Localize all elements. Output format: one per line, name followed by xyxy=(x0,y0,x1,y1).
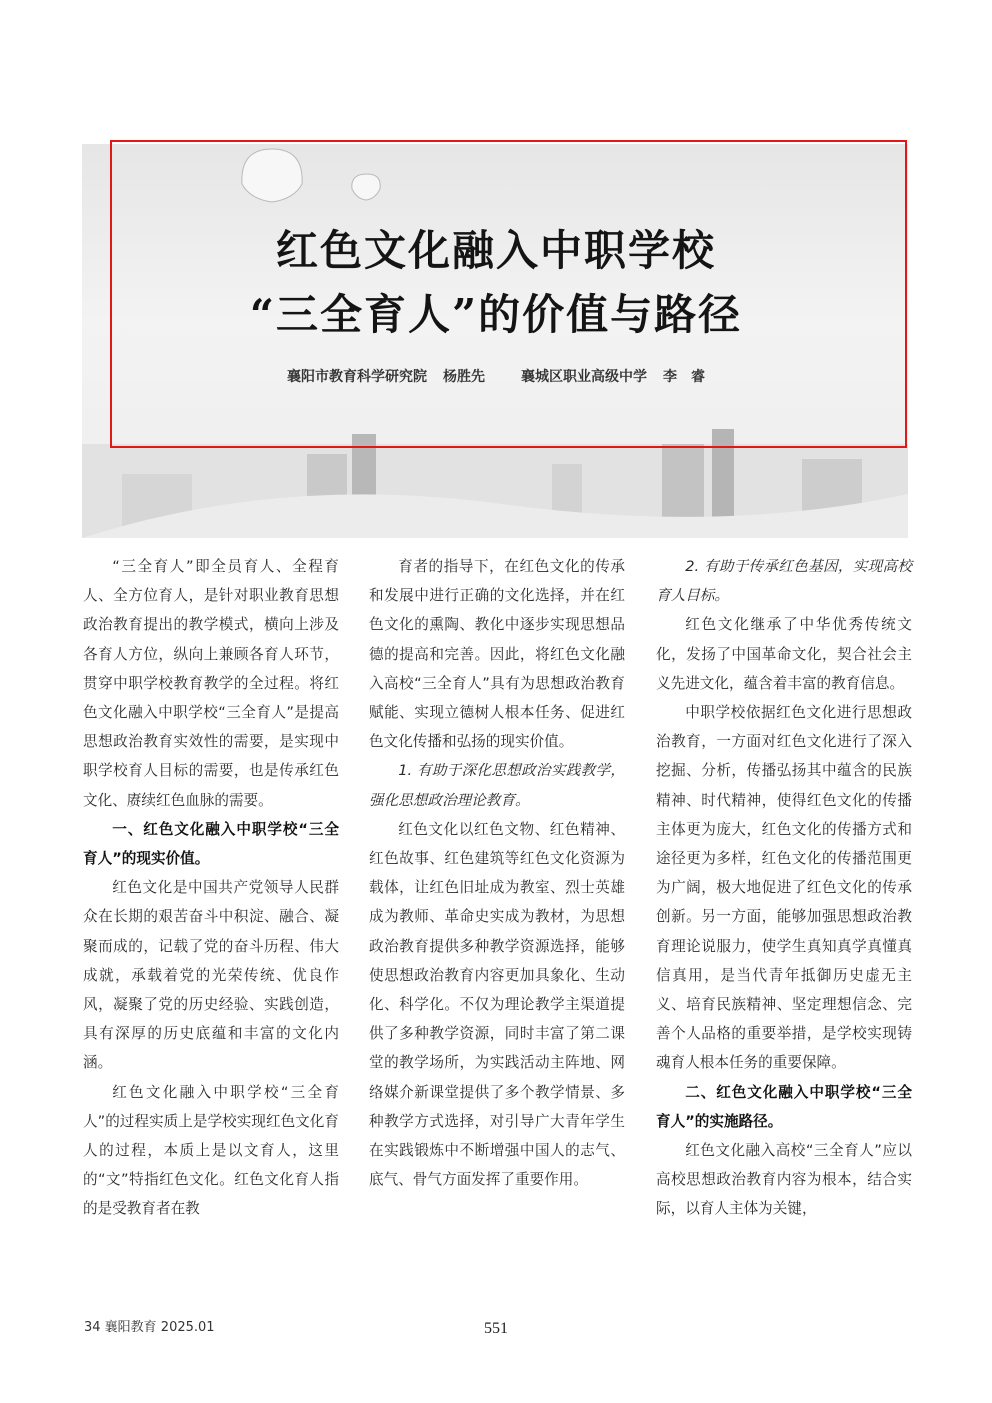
author-line xyxy=(0,366,992,386)
paragraph: 红色文化融入高校“三全育人”应以高校思想政治教育内容为根本，结合实际，以育人主体为关键， xyxy=(656,1142,912,1218)
text-column-2 xyxy=(369,552,625,1194)
subsection-heading: 1. 有助于深化思想政治实践教学，强化思想政治理论教育。 xyxy=(369,762,625,809)
author2-affiliation: 襄城区职业高级中学 xyxy=(521,369,647,385)
paragraph: 红色文化继承了中华优秀传统文化，发扬了中国革命文化，契合社会主义先进文化，蕴含着丰富的教育信息。 xyxy=(656,616,912,692)
paragraph: 红色文化以红色文物、红色精神、红色故事、红色建筑等红色文化资源为载体，让红色旧址成为教室、烈士英雄成为教师、革命史实成为教材，为思想政治教育提供多种教学资源选择，能够使思想政治教育内容更加具象化、生动化、科学化。不仅为理论教学主渠道提供了多种教学资源，同时丰富了第二课堂的教学场所，为实践活动主阵地、网络媒介新课堂提供了多个教学情景、多种教学方式选择，对引导广大青年学生在实践锻炼中不断增强中国人的志气、底气、骨气方面发挥了重要作用。 xyxy=(369,820,625,1189)
section-heading: 二、红色文化融入中职学校“三全育人”的实施路径。 xyxy=(656,1083,912,1130)
paragraph: 育者的指导下，在红色文化的传承和发展中进行正确的文化选择，并在红色文化的熏陶、教化中逐步实现思想品德的提高和完善。因此，将红色文化融入高校“三全育人”具有为思想政治教育赋能、实现立德树人根本任务、促进红色文化传播和弘扬的现实价值。 xyxy=(369,558,625,751)
article-title-line1: 红色文化融入中职学校 xyxy=(275,226,716,275)
section-heading: 一、红色文化融入中职学校“三全育人”的现实价值。 xyxy=(83,820,339,868)
paragraph: “三全育人”即全员育人、全程育人、全方位育人，是针对职业教育思想政治教育提出的教学模式，横向上涉及各育人方位，纵向上兼顾各育人环节，贯穿中职学校教育教学的全过程。将红色文化融入中职学校“三全育人”是提高思想政治教育实效性的需要，是实现中职学校育人目标的需要，也是传承红色文化、赓续红色血脉的需要。 xyxy=(83,558,339,809)
text-column-3 xyxy=(656,552,912,1224)
subsection-heading: 2. 有助于传承红色基因，实现高校育人目标。 xyxy=(656,558,912,605)
author2-name: 李 睿 xyxy=(663,369,705,385)
paragraph: 中职学校依据红色文化进行思想政治教育，一方面对红色文化进行了深入挖掘、分析，传播弘扬其中蕴含的民族精神、时代精神，使得红色文化的传播主体更为庞大，红色文化的传播方式和途径更为多样，红色文化的传播范围更为广阔，极大地促进了红色文化的传承创新。另一方面，能够加强思想政治教育理论说服力，使学生真知真学真懂真信真用，是当代青年抵御历史虚无主义、培育民族精神、坚定理想信念、完善个人品格的重要举措，是学校实现铸魂育人根本任务的重要保障。 xyxy=(656,704,912,1072)
paragraph: 红色文化融入中职学校“三全育人”的过程实质上是学校实现红色文化育人的过程，本质上是以文育人，这里的“文”特指红色文化。红色文化育人指的是受教育者在教 xyxy=(83,1083,339,1218)
text-column-1 xyxy=(83,552,339,1224)
author1-name: 杨胜先 xyxy=(443,369,485,385)
journal-footer: 34 襄阳教育 2025.01 xyxy=(84,1320,215,1335)
article-title-line2: “三全育人”的价值与路径 xyxy=(249,290,743,339)
page-number: 551 xyxy=(484,1320,508,1337)
paragraph: 红色文化是中国共产党领导人民群众在长期的艰苦奋斗中积淀、融合、凝聚而成的，记载了党的奋斗历程、伟大成就，承载着党的光荣传统、优良作风，凝聚了党的历史经验、实践创造，具有深厚的历史底蕴和丰富的文化内涵。 xyxy=(83,879,339,1072)
author1-affiliation: 襄阳市教育科学研究院 xyxy=(287,369,427,385)
